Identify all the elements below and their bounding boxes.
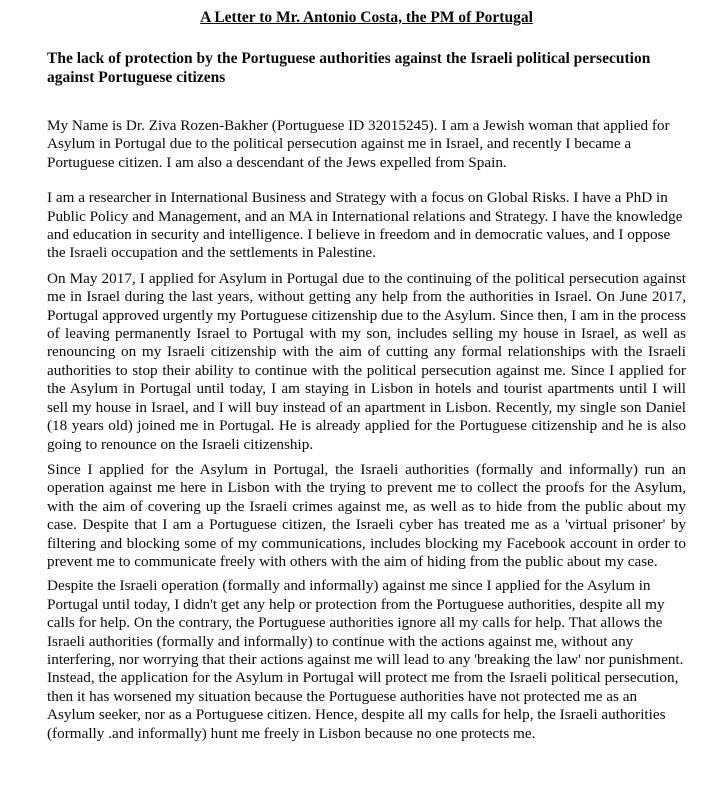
paragraph-asylum-application: On May 2017, I applied for Asylum in Portugal due to the continuing of the political persecution against me in Israel during the last years, without getting any help from the authorities in Israel. On June 2017, Portugal approved urgently my Portuguese citizenship due to the Asylum. Since then, I am in the process of leaving permanently Israel to Portugal with my son, includes selling my house in Israel, as well as renouncing on my Israeli citizenship with the aim of cutting any formal relationships with the Israeli authorities to stop their ability to continue with the political persecution against me. Since I applied for the Asylum in Portugal until today, I am staying in Lisbon in hotels and tourist apartments until I will sell my house in Israel, and I will buy instead of an apartment in Lisbon. Recently, my single son Daniel (18 years old) joined me in Portugal. He is already applied for the Portuguese citizenship and he is also going to renounce on the Israeli citizenship. — [47, 269, 686, 453]
paragraph-israeli-operation: Since I applied for the Asylum in Portugal, the Israeli authorities (formally and informally) run an operation against me here in Lisbon with the trying to prevent me to collect the proofs for the Asylum, with the aim of covering up the Israeli crimes against me, as well as to hide from the public about my case. Despite that I am a Portuguese citizen, the Israeli cyber has treated me as a 'virtual prisoner' by filtering and blocking some of my communications, includes blocking my Facebook account in order to prevent me to communicate freely with others with the aim of hiding from the public about my case. — [47, 460, 686, 570]
paragraph-introduction: My Name is Dr. Ziva Rozen-Bakher (Portuguese ID 32015245). I am a Jewish woman that applied for Asylum in Portugal due to the political persecution against me in Israel, and recently I became a Portuguese citizen. I am also a descendant of the Jews expelled from Spain. — [47, 117, 670, 171]
letter-subtitle: The lack of protection by the Portuguese authorities against the Israeli political persecution against Portuguese citizens — [47, 50, 651, 86]
paragraph-background: I am a researcher in International Business and Strategy with a focus on Global Risks. I have a PhD in Public Policy and Management, and an MA in International relations and Strategy. I have the knowledge and education in security and intelligence. I believe in freedom and in democratic values, and I oppose the Israeli occupation and the settlements in Palestine. — [47, 189, 683, 262]
paragraph-lack-of-protection: Despite the Israeli operation (formally and informally) against me since I applied for the Asylum in Portugal until today, I didn't get any help or protection from the Portuguese authorities, despite all my calls for help. On the contrary, the Portuguese authorities ignore all my calls for help. That allows the Israeli authorities (formally and informally) to continue with the actions against me, without any interfering, nor worrying that their actions against me will lead to any 'breaking the law' nor punishment. Instead, the application for the Asylum in Portugal will protect me from the Israeli political persecution, then it has worsened my situation because the Portuguese authorities have not protected me as an Asylum seeker, nor as a Portuguese citizen. Hence, despite all my calls for help, the Israeli authorities (formally .and informally) hunt me freely in Lisbon because no one protects me. — [47, 577, 684, 742]
letter-title: A Letter to Mr. Antonio Costa, the PM of Portugal — [200, 9, 533, 26]
